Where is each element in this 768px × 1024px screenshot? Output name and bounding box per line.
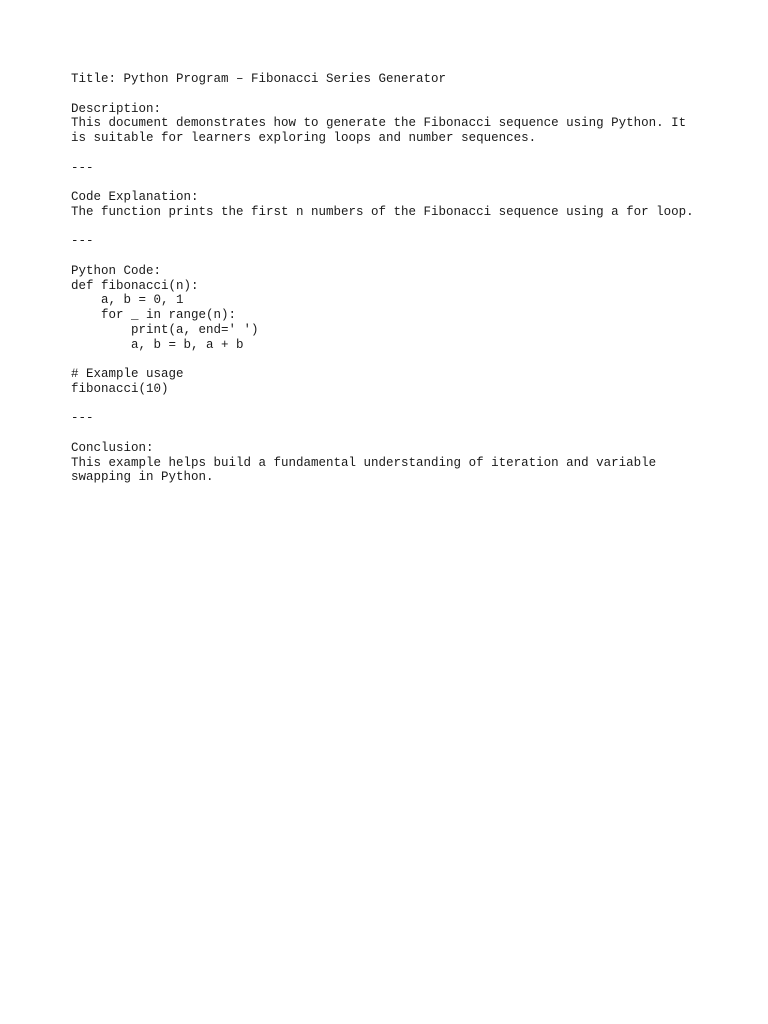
description-heading: Description: bbox=[71, 101, 162, 116]
conclusion-heading: Conclusion: bbox=[71, 440, 154, 455]
code-line: a, b = 0, 1 bbox=[71, 293, 184, 308]
blank-line bbox=[71, 249, 711, 264]
conclusion-line: swapping in Python. bbox=[71, 470, 214, 485]
document-body bbox=[71, 72, 711, 485]
blank-line bbox=[71, 352, 711, 367]
code-line: print(a, end=' ') bbox=[71, 322, 259, 337]
separator: --- bbox=[71, 234, 94, 249]
separator: --- bbox=[71, 411, 94, 426]
blank-line bbox=[71, 426, 711, 441]
example-call-line: fibonacci(10) bbox=[71, 381, 169, 396]
code-line: a, b = b, a + b bbox=[71, 337, 244, 352]
blank-line bbox=[71, 146, 711, 161]
blank-line bbox=[71, 220, 711, 235]
python-code-heading: Python Code: bbox=[71, 263, 162, 278]
blank-line bbox=[71, 397, 711, 412]
code-explanation-line: The function prints the first n numbers of the Fibonacci sequence using a for loop. bbox=[71, 204, 694, 219]
code-line: def fibonacci(n): bbox=[71, 278, 199, 293]
separator: --- bbox=[71, 160, 94, 175]
conclusion-line: This example helps build a fundamental understanding of iteration and variable bbox=[71, 455, 657, 470]
blank-line bbox=[71, 87, 711, 102]
blank-line bbox=[71, 175, 711, 190]
description-line: is suitable for learners exploring loops and number sequences. bbox=[71, 131, 537, 145]
code-explanation-heading: Code Explanation: bbox=[71, 190, 199, 204]
example-comment-line: # Example usage bbox=[71, 367, 184, 381]
code-line: for _ in range(n): bbox=[71, 308, 237, 322]
document-title: Title: Python Program – Fibonacci Series Generator bbox=[71, 72, 447, 86]
description-line: This document demonstrates how to generate the Fibonacci sequence using Python. It bbox=[71, 116, 687, 131]
